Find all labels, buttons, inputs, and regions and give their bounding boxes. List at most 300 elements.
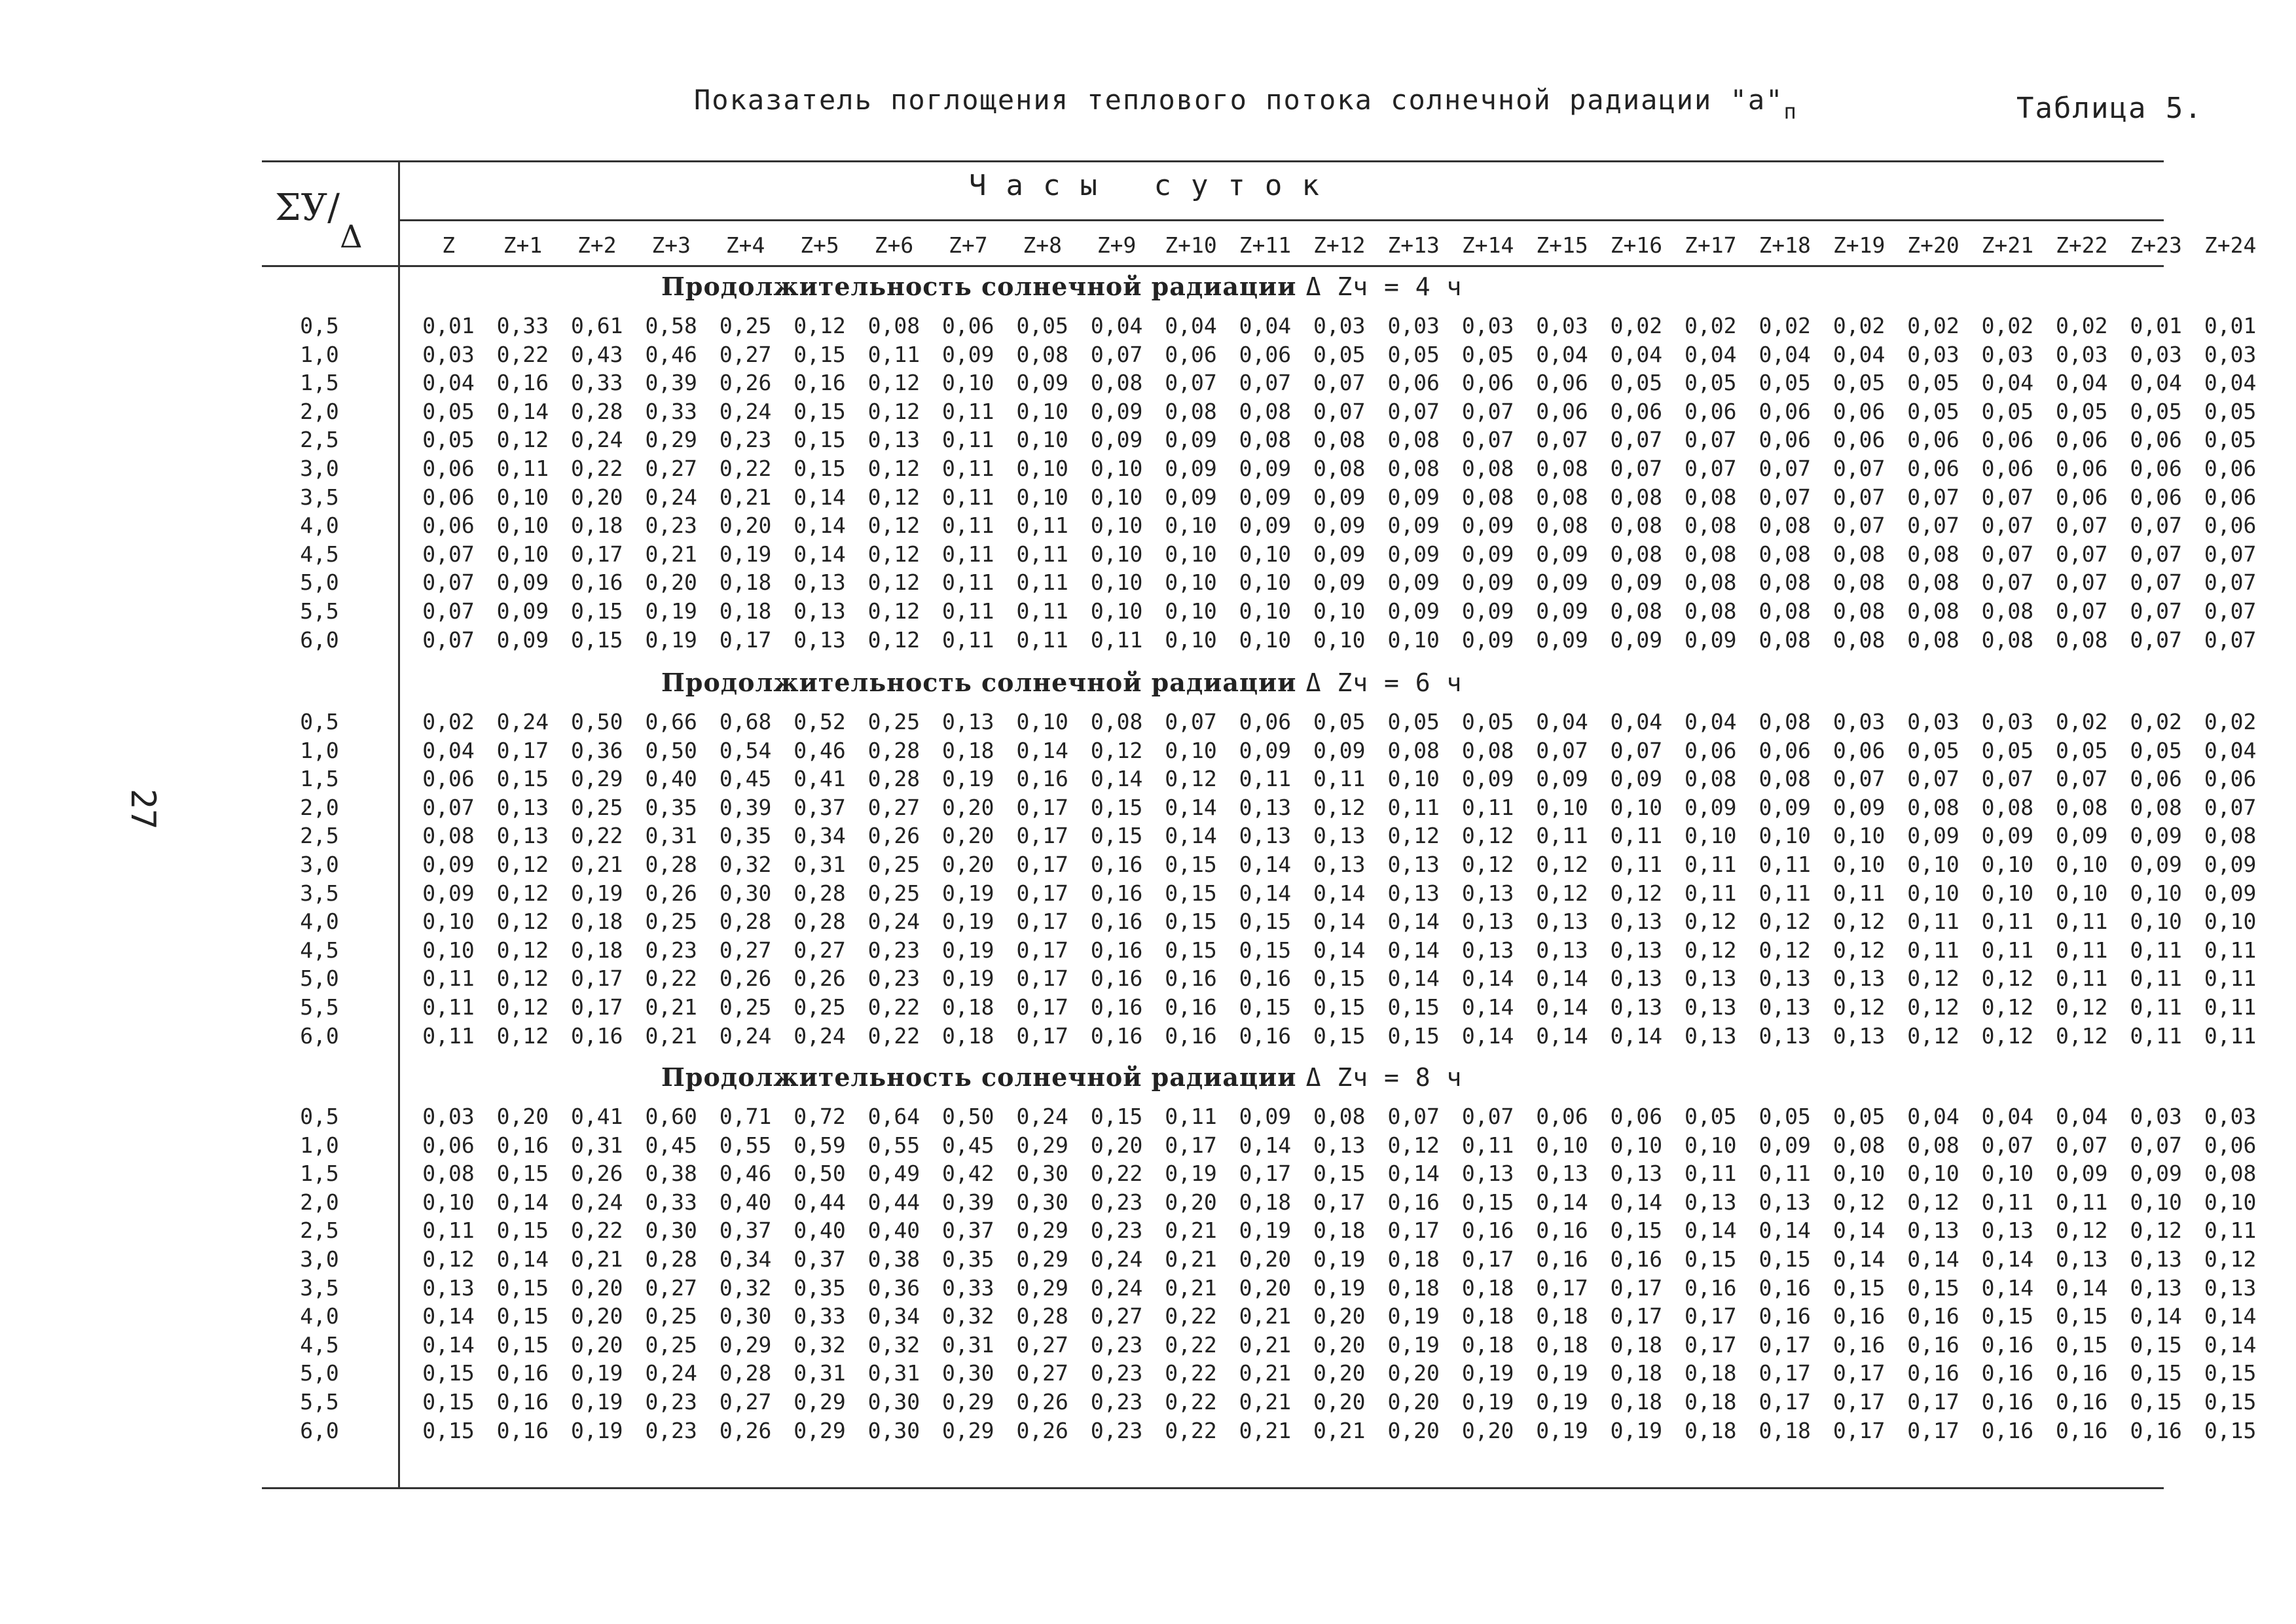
- table-cell: 0,13: [2130, 1274, 2182, 1301]
- table-cell: 0,08: [867, 313, 920, 338]
- table-cell: 0,19: [571, 1389, 623, 1415]
- param-column-divider: [398, 160, 400, 1489]
- table-cell: 0,09: [1610, 766, 1663, 792]
- table-cell: 0,26: [645, 880, 697, 906]
- table-cell: 0,07: [1832, 484, 1886, 510]
- table-cell: 0,13: [1461, 1161, 1514, 1187]
- table-cell: 0,15: [1090, 823, 1143, 849]
- table-cell: 0,09: [2204, 880, 2257, 906]
- row-param-value: 4,0: [300, 513, 339, 539]
- table-cell: 0,17: [1016, 994, 1068, 1020]
- table-cell: 0,18: [942, 737, 994, 763]
- table-cell: 0,18: [1536, 1331, 1588, 1358]
- table-cell: 0,10: [1090, 598, 1143, 624]
- table-cell: 0,07: [2056, 598, 2108, 624]
- title-subscript: п: [1783, 99, 1798, 124]
- table-cell: 0,10: [1387, 626, 1440, 653]
- table-cell: 0,23: [1090, 1218, 1143, 1244]
- table-cell: 0,22: [571, 1218, 623, 1244]
- table-cell: 0,11: [942, 398, 994, 424]
- table-cell: 0,14: [1387, 965, 1440, 992]
- table-cell: 0,11: [1610, 852, 1663, 877]
- table-cell: 0,09: [1387, 569, 1440, 596]
- table-cell: 0,05: [1313, 341, 1366, 367]
- table-cell: 0,19: [942, 766, 994, 792]
- table-cell: 0,16: [1239, 965, 1292, 992]
- table-cell: 0,29: [1016, 1246, 1068, 1272]
- table-cell: 0,13: [1461, 909, 1514, 935]
- table-cell: 0,12: [1981, 994, 2034, 1020]
- table-cell: 0,07: [1610, 456, 1663, 481]
- table-cell: 0,16: [2130, 1417, 2182, 1443]
- table-cell: 0,09: [422, 880, 475, 906]
- table-cell: 0,06: [2204, 484, 2257, 510]
- section-duration: Δ Zч = 8 ч: [1305, 1063, 1463, 1092]
- table-cell: 0,06: [1461, 370, 1514, 396]
- table-cell: 0,11: [2056, 909, 2108, 935]
- table-cell: 0,14: [1832, 1218, 1886, 1244]
- table-cell: 0,16: [571, 569, 623, 596]
- table-cell: 0,20: [1313, 1303, 1366, 1329]
- row-param-value: 5,5: [300, 598, 339, 624]
- table-cell: 0,11: [2130, 937, 2182, 963]
- table-cell: 0,12: [1387, 1132, 1440, 1158]
- table-cell: 0,21: [645, 994, 697, 1020]
- table-cell: 0,27: [1090, 1303, 1143, 1329]
- table-cell: 0,04: [1239, 313, 1292, 338]
- table-cell: 0,28: [867, 766, 920, 792]
- table-cell: 0,07: [1832, 513, 1886, 539]
- table-cell: 0,24: [496, 709, 549, 734]
- table-cell: 0,40: [867, 1218, 920, 1244]
- table-cell: 0,07: [1685, 456, 1737, 481]
- table-cell: 0,09: [1313, 737, 1366, 763]
- table-cell: 0,10: [496, 513, 549, 539]
- table-cell: 0,13: [1387, 852, 1440, 877]
- table-cell: 0,18: [719, 598, 772, 624]
- table-cell: 0,33: [496, 313, 549, 338]
- table-cell: 0,10: [1090, 541, 1143, 567]
- table-cell: 0,17: [571, 541, 623, 567]
- table-cell: 0,08: [1758, 766, 1811, 792]
- table-cell: 0,12: [867, 513, 920, 539]
- table-cell: 0,05: [1907, 370, 1959, 396]
- table-cell: 0,03: [2056, 341, 2108, 367]
- table-cell: 0,07: [1536, 737, 1588, 763]
- table-cell: 0,15: [496, 766, 549, 792]
- table-cell: 0,16: [1907, 1303, 1959, 1329]
- table-cell: 0,18: [1685, 1389, 1737, 1415]
- table-cell: 0,09: [1165, 427, 1217, 453]
- table-cell: 0,16: [1758, 1303, 1811, 1329]
- table-cell: 0,16: [571, 1022, 623, 1049]
- table-cell: 0,12: [2056, 994, 2108, 1020]
- table-cell: 0,27: [793, 937, 846, 963]
- table-cell: 0,11: [942, 598, 994, 624]
- table-cell: 0,19: [942, 965, 994, 992]
- table-cell: 0,08: [2056, 626, 2108, 653]
- table-cell: 0,25: [645, 909, 697, 935]
- table-cell: 0,08: [1610, 484, 1663, 510]
- table-cell: 0,12: [2130, 1218, 2182, 1244]
- table-cell: 0,14: [422, 1303, 475, 1329]
- table-cell: 0,04: [2056, 370, 2108, 396]
- table-cell: 0,05: [1981, 398, 2034, 424]
- table-cell: 0,18: [1685, 1417, 1737, 1443]
- table-cell: 0,15: [422, 1417, 475, 1443]
- table-cell: 0,20: [1239, 1274, 1292, 1301]
- table-cell: 0,16: [1239, 1022, 1292, 1049]
- table-cell: 0,09: [1165, 484, 1217, 510]
- table-cell: 0,12: [496, 880, 549, 906]
- table-cell: 0,08: [1685, 513, 1737, 539]
- table-cell: 0,16: [1387, 1189, 1440, 1215]
- table-cell: 0,42: [942, 1161, 994, 1187]
- table-cell: 0,04: [1610, 341, 1663, 367]
- table-cell: 0,33: [793, 1303, 846, 1329]
- table-cell: 0,49: [867, 1161, 920, 1187]
- column-header: Z+22: [2056, 232, 2108, 258]
- section-duration: Δ Zч = 4 ч: [1305, 272, 1463, 301]
- table-cell: 0,09: [1313, 513, 1366, 539]
- table-cell: 0,09: [1387, 484, 1440, 510]
- table-cell: 0,05: [1387, 341, 1440, 367]
- table-cell: 0,27: [719, 1389, 772, 1415]
- table-cell: 0,31: [867, 1360, 920, 1386]
- table-cell: 0,21: [1313, 1417, 1366, 1443]
- table-cell: 0,23: [645, 1417, 697, 1443]
- row-param-value: 4,5: [300, 937, 339, 963]
- table-cell: 0,10: [1016, 709, 1068, 734]
- table-cell: 0,25: [719, 313, 772, 338]
- table-cell: 0,07: [2204, 626, 2257, 653]
- table-cell: 0,10: [496, 484, 549, 510]
- row-param-value: 3,5: [300, 484, 339, 510]
- table-cell: 0,21: [1239, 1417, 1292, 1443]
- table-cell: 0,14: [496, 1189, 549, 1215]
- table-cell: 0,19: [1387, 1331, 1440, 1358]
- table-cell: 0,16: [1907, 1360, 1959, 1386]
- table-cell: 0,14: [1981, 1274, 2034, 1301]
- table-cell: 0,39: [645, 370, 697, 396]
- table-cell: 0,11: [1536, 823, 1588, 849]
- table-cell: 0,28: [793, 909, 846, 935]
- table-cell: 0,15: [1165, 937, 1217, 963]
- table-cell: 0,16: [1090, 994, 1143, 1020]
- table-cell: 0,20: [942, 852, 994, 877]
- table-cell: 0,29: [793, 1417, 846, 1443]
- table-cell: 0,27: [1016, 1360, 1068, 1386]
- table-cell: 0,21: [1239, 1303, 1292, 1329]
- table-cell: 0,14: [1685, 1218, 1737, 1244]
- table-cell: 0,39: [719, 794, 772, 820]
- table-cell: 0,12: [1907, 1189, 1959, 1215]
- table-cell: 0,03: [2204, 1104, 2257, 1129]
- table-cell: 0,35: [942, 1246, 994, 1272]
- table-cell: 0,13: [1610, 994, 1663, 1020]
- table-cell: 0,13: [1758, 965, 1811, 992]
- table-cell: 0,23: [1090, 1189, 1143, 1215]
- table-cell: 0,09: [1239, 1104, 1292, 1129]
- table-cell: 0,18: [719, 569, 772, 596]
- row-param-value: 2,5: [300, 1218, 339, 1244]
- table-cell: 0,41: [793, 766, 846, 792]
- table-cell: 0,09: [1610, 569, 1663, 596]
- table-cell: 0,08: [1387, 456, 1440, 481]
- table-cell: 0,15: [1832, 1274, 1886, 1301]
- table-cell: 0,08: [1685, 484, 1737, 510]
- table-cell: 0,11: [1016, 513, 1068, 539]
- row-param-value: 3,5: [300, 880, 339, 906]
- table-cell: 0,15: [1387, 994, 1440, 1020]
- table-cell: 0,22: [645, 965, 697, 992]
- table-cell: 0,55: [719, 1132, 772, 1158]
- table-cell: 0,35: [719, 823, 772, 849]
- table-cell: 0,16: [496, 1389, 549, 1415]
- table-cell: 0,13: [1313, 852, 1366, 877]
- table-cell: 0,20: [1313, 1389, 1366, 1415]
- table-cell: 0,58: [645, 313, 697, 338]
- table-cell: 0,09: [2130, 823, 2182, 849]
- table-cell: 0,15: [1610, 1218, 1663, 1244]
- column-header: Z+5: [800, 232, 839, 258]
- table-cell: 0,14: [1832, 1246, 1886, 1272]
- table-cell: 0,16: [1461, 1218, 1514, 1244]
- table-cell: 0,07: [1090, 341, 1143, 367]
- table-cell: 0,24: [1090, 1274, 1143, 1301]
- row-param-value: 2,0: [300, 794, 339, 820]
- table-cell: 0,17: [1832, 1360, 1886, 1386]
- row-param-value: 1,5: [300, 766, 339, 792]
- row-param-value: 4,0: [300, 909, 339, 935]
- table-cell: 0,32: [867, 1331, 920, 1358]
- table-cell: 0,07: [1387, 398, 1440, 424]
- table-cell: 0,05: [1461, 709, 1514, 734]
- table-cell: 0,19: [645, 598, 697, 624]
- table-cell: 0,08: [1536, 456, 1588, 481]
- table-cell: 0,11: [422, 1218, 475, 1244]
- table-cell: 0,30: [719, 880, 772, 906]
- table-cell: 0,16: [2056, 1417, 2108, 1443]
- table-cell: 0,09: [1387, 513, 1440, 539]
- table-cell: 0,13: [1461, 880, 1514, 906]
- table-cell: 0,12: [867, 626, 920, 653]
- section-title-text: Продолжительность солнечной радиации: [661, 272, 1297, 301]
- table-cell: 0,04: [422, 737, 475, 763]
- table-cell: 0,16: [1165, 1022, 1217, 1049]
- table-cell: 0,12: [867, 569, 920, 596]
- table-cell: 0,09: [2056, 1161, 2108, 1187]
- table-cell: 0,06: [1610, 1104, 1663, 1129]
- table-cell: 0,17: [1239, 1161, 1292, 1187]
- table-cell: 0,11: [2204, 994, 2257, 1020]
- table-cell: 0,17: [1016, 965, 1068, 992]
- table-cell: 0,15: [422, 1389, 475, 1415]
- table-cell: 0,19: [1387, 1303, 1440, 1329]
- table-cell: 0,12: [1610, 880, 1663, 906]
- table-cell: 0,13: [1981, 1218, 2034, 1244]
- table-cell: 0,11: [1981, 1189, 2034, 1215]
- table-cell: 0,07: [1165, 370, 1217, 396]
- table-cell: 0,11: [422, 1022, 475, 1049]
- table-cell: 0,33: [645, 1189, 697, 1215]
- table-cell: 0,09: [1685, 794, 1737, 820]
- table-cell: 0,11: [942, 484, 994, 510]
- table-cell: 0,24: [867, 909, 920, 935]
- row-param-value: 1,0: [300, 1132, 339, 1158]
- table-cell: 0,06: [1536, 398, 1588, 424]
- table-cell: 0,09: [1685, 626, 1737, 653]
- table-cell: 0,10: [1090, 569, 1143, 596]
- table-cell: 0,08: [1907, 794, 1959, 820]
- table-cell: 0,15: [571, 626, 623, 653]
- table-cell: 0,44: [867, 1189, 920, 1215]
- table-cell: 0,15: [2204, 1389, 2257, 1415]
- table-cell: 0,08: [1907, 1132, 1959, 1158]
- table-cell: 0,29: [645, 427, 697, 453]
- table-cell: 0,05: [1758, 1104, 1811, 1129]
- table-label: Таблица 5.: [2016, 92, 2203, 125]
- table-cell: 0,11: [2204, 965, 2257, 992]
- table-cell: 0,08: [1090, 709, 1143, 734]
- table-cell: 0,10: [2204, 909, 2257, 935]
- table-cell: 0,12: [1758, 937, 1811, 963]
- table-cell: 0,33: [645, 398, 697, 424]
- table-cell: 0,02: [1758, 313, 1811, 338]
- table-cell: 0,14: [1461, 965, 1514, 992]
- table-cell: 0,09: [1313, 541, 1366, 567]
- table-cell: 0,08: [1610, 598, 1663, 624]
- table-cell: 0,14: [793, 513, 846, 539]
- table-cell: 0,11: [422, 994, 475, 1020]
- table-cell: 0,08: [1758, 513, 1811, 539]
- table-cell: 0,10: [1313, 598, 1366, 624]
- table-cell: 0,66: [645, 709, 697, 734]
- table-cell: 0,17: [1685, 1331, 1737, 1358]
- table-cell: 0,37: [942, 1218, 994, 1244]
- table-cell: 0,04: [2204, 737, 2257, 763]
- table-cell: 0,34: [867, 1303, 920, 1329]
- table-cell: 0,03: [1907, 709, 1959, 734]
- table-cell: 0,16: [1907, 1331, 1959, 1358]
- table-cell: 0,06: [1832, 737, 1886, 763]
- table-cell: 0,15: [1165, 909, 1217, 935]
- table-cell: 0,18: [1239, 1189, 1292, 1215]
- table-cell: 0,06: [1239, 341, 1292, 367]
- table-cell: 0,03: [1387, 313, 1440, 338]
- table-cell: 0,08: [1907, 569, 1959, 596]
- table-cell: 0,08: [1165, 398, 1217, 424]
- table-cell: 0,25: [645, 1331, 697, 1358]
- table-cell: 0,17: [1832, 1389, 1886, 1415]
- table-cell: 0,44: [793, 1189, 846, 1215]
- table-cell: 0,09: [496, 626, 549, 653]
- table-cell: 0,17: [1016, 880, 1068, 906]
- table-cell: 0,06: [1536, 1104, 1588, 1129]
- table-cell: 0,28: [1016, 1303, 1068, 1329]
- table-cell: 0,20: [942, 823, 994, 849]
- table-cell: 0,31: [645, 823, 697, 849]
- table-cell: 0,26: [793, 965, 846, 992]
- table-cell: 0,15: [1907, 1274, 1959, 1301]
- table-cell: 0,11: [1907, 937, 1959, 963]
- table-cell: 0,14: [1165, 794, 1217, 820]
- table-cell: 0,29: [571, 766, 623, 792]
- table-cell: 0,07: [2130, 1132, 2182, 1158]
- table-cell: 0,14: [1239, 852, 1292, 877]
- table-cell: 0,16: [1090, 909, 1143, 935]
- section-title-text: Продолжительность солнечной радиации: [661, 668, 1297, 697]
- table-cell: 0,16: [1090, 937, 1143, 963]
- table-cell: 0,10: [422, 1189, 475, 1215]
- table-cell: 0,20: [571, 484, 623, 510]
- table-cell: 0,06: [1758, 737, 1811, 763]
- table-cell: 0,20: [1313, 1331, 1366, 1358]
- table-cell: 0,15: [496, 1218, 549, 1244]
- table-cell: 0,19: [1536, 1417, 1588, 1443]
- table-cell: 0,10: [1239, 598, 1292, 624]
- table-cell: 0,13: [1313, 823, 1366, 849]
- table-cell: 0,12: [867, 598, 920, 624]
- table-cell: 0,17: [719, 626, 772, 653]
- table-cell: 0,03: [2130, 1104, 2182, 1129]
- table-cell: 0,08: [2204, 1161, 2257, 1187]
- table-cell: 0,09: [1536, 598, 1588, 624]
- table-cell: 0,06: [2204, 456, 2257, 481]
- table-cell: 0,11: [942, 541, 994, 567]
- table-cell: 0,18: [1610, 1360, 1663, 1386]
- table-cell: 0,35: [793, 1274, 846, 1301]
- table-cell: 0,14: [2204, 1303, 2257, 1329]
- table-cell: 0,18: [571, 513, 623, 539]
- table-cell: 0,17: [1461, 1246, 1514, 1272]
- table-cell: 0,10: [2056, 880, 2108, 906]
- table-cell: 0,04: [1758, 341, 1811, 367]
- table-cell: 0,05: [1610, 370, 1663, 396]
- table-cell: 0,08: [1536, 513, 1588, 539]
- table-cell: 0,13: [1758, 994, 1811, 1020]
- table-cell: 0,19: [1536, 1389, 1588, 1415]
- column-header: Z+15: [1536, 232, 1588, 258]
- table-cell: 0,09: [1090, 427, 1143, 453]
- table-cell: 0,08: [1239, 398, 1292, 424]
- table-cell: 0,11: [942, 569, 994, 596]
- table-cell: 0,07: [1981, 513, 2034, 539]
- row-param-value: 3,0: [300, 456, 339, 481]
- table-cell: 0,14: [1536, 965, 1588, 992]
- table-cell: 0,23: [1090, 1417, 1143, 1443]
- table-cell: 0,13: [2130, 1246, 2182, 1272]
- table-cell: 0,11: [2204, 1022, 2257, 1049]
- table-cell: 0,14: [1387, 937, 1440, 963]
- table-cell: 0,18: [1536, 1303, 1588, 1329]
- table-cell: 0,22: [496, 341, 549, 367]
- table-cell: 0,07: [1832, 766, 1886, 792]
- table-cell: 0,10: [1165, 569, 1217, 596]
- row-param-value: 1,5: [300, 370, 339, 396]
- column-header: Z+9: [1097, 232, 1137, 258]
- table-cell: 0,28: [867, 737, 920, 763]
- table-cell: 0,12: [496, 852, 549, 877]
- table-cell: 0,02: [422, 709, 475, 734]
- table-cell: 0,19: [719, 541, 772, 567]
- table-cell: 0,16: [1832, 1303, 1886, 1329]
- table-cell: 0,12: [1685, 909, 1737, 935]
- table-cell: 0,11: [1758, 852, 1811, 877]
- table-cell: 0,20: [571, 1331, 623, 1358]
- table-cell: 0,13: [793, 626, 846, 653]
- table-cell: 0,07: [2056, 541, 2108, 567]
